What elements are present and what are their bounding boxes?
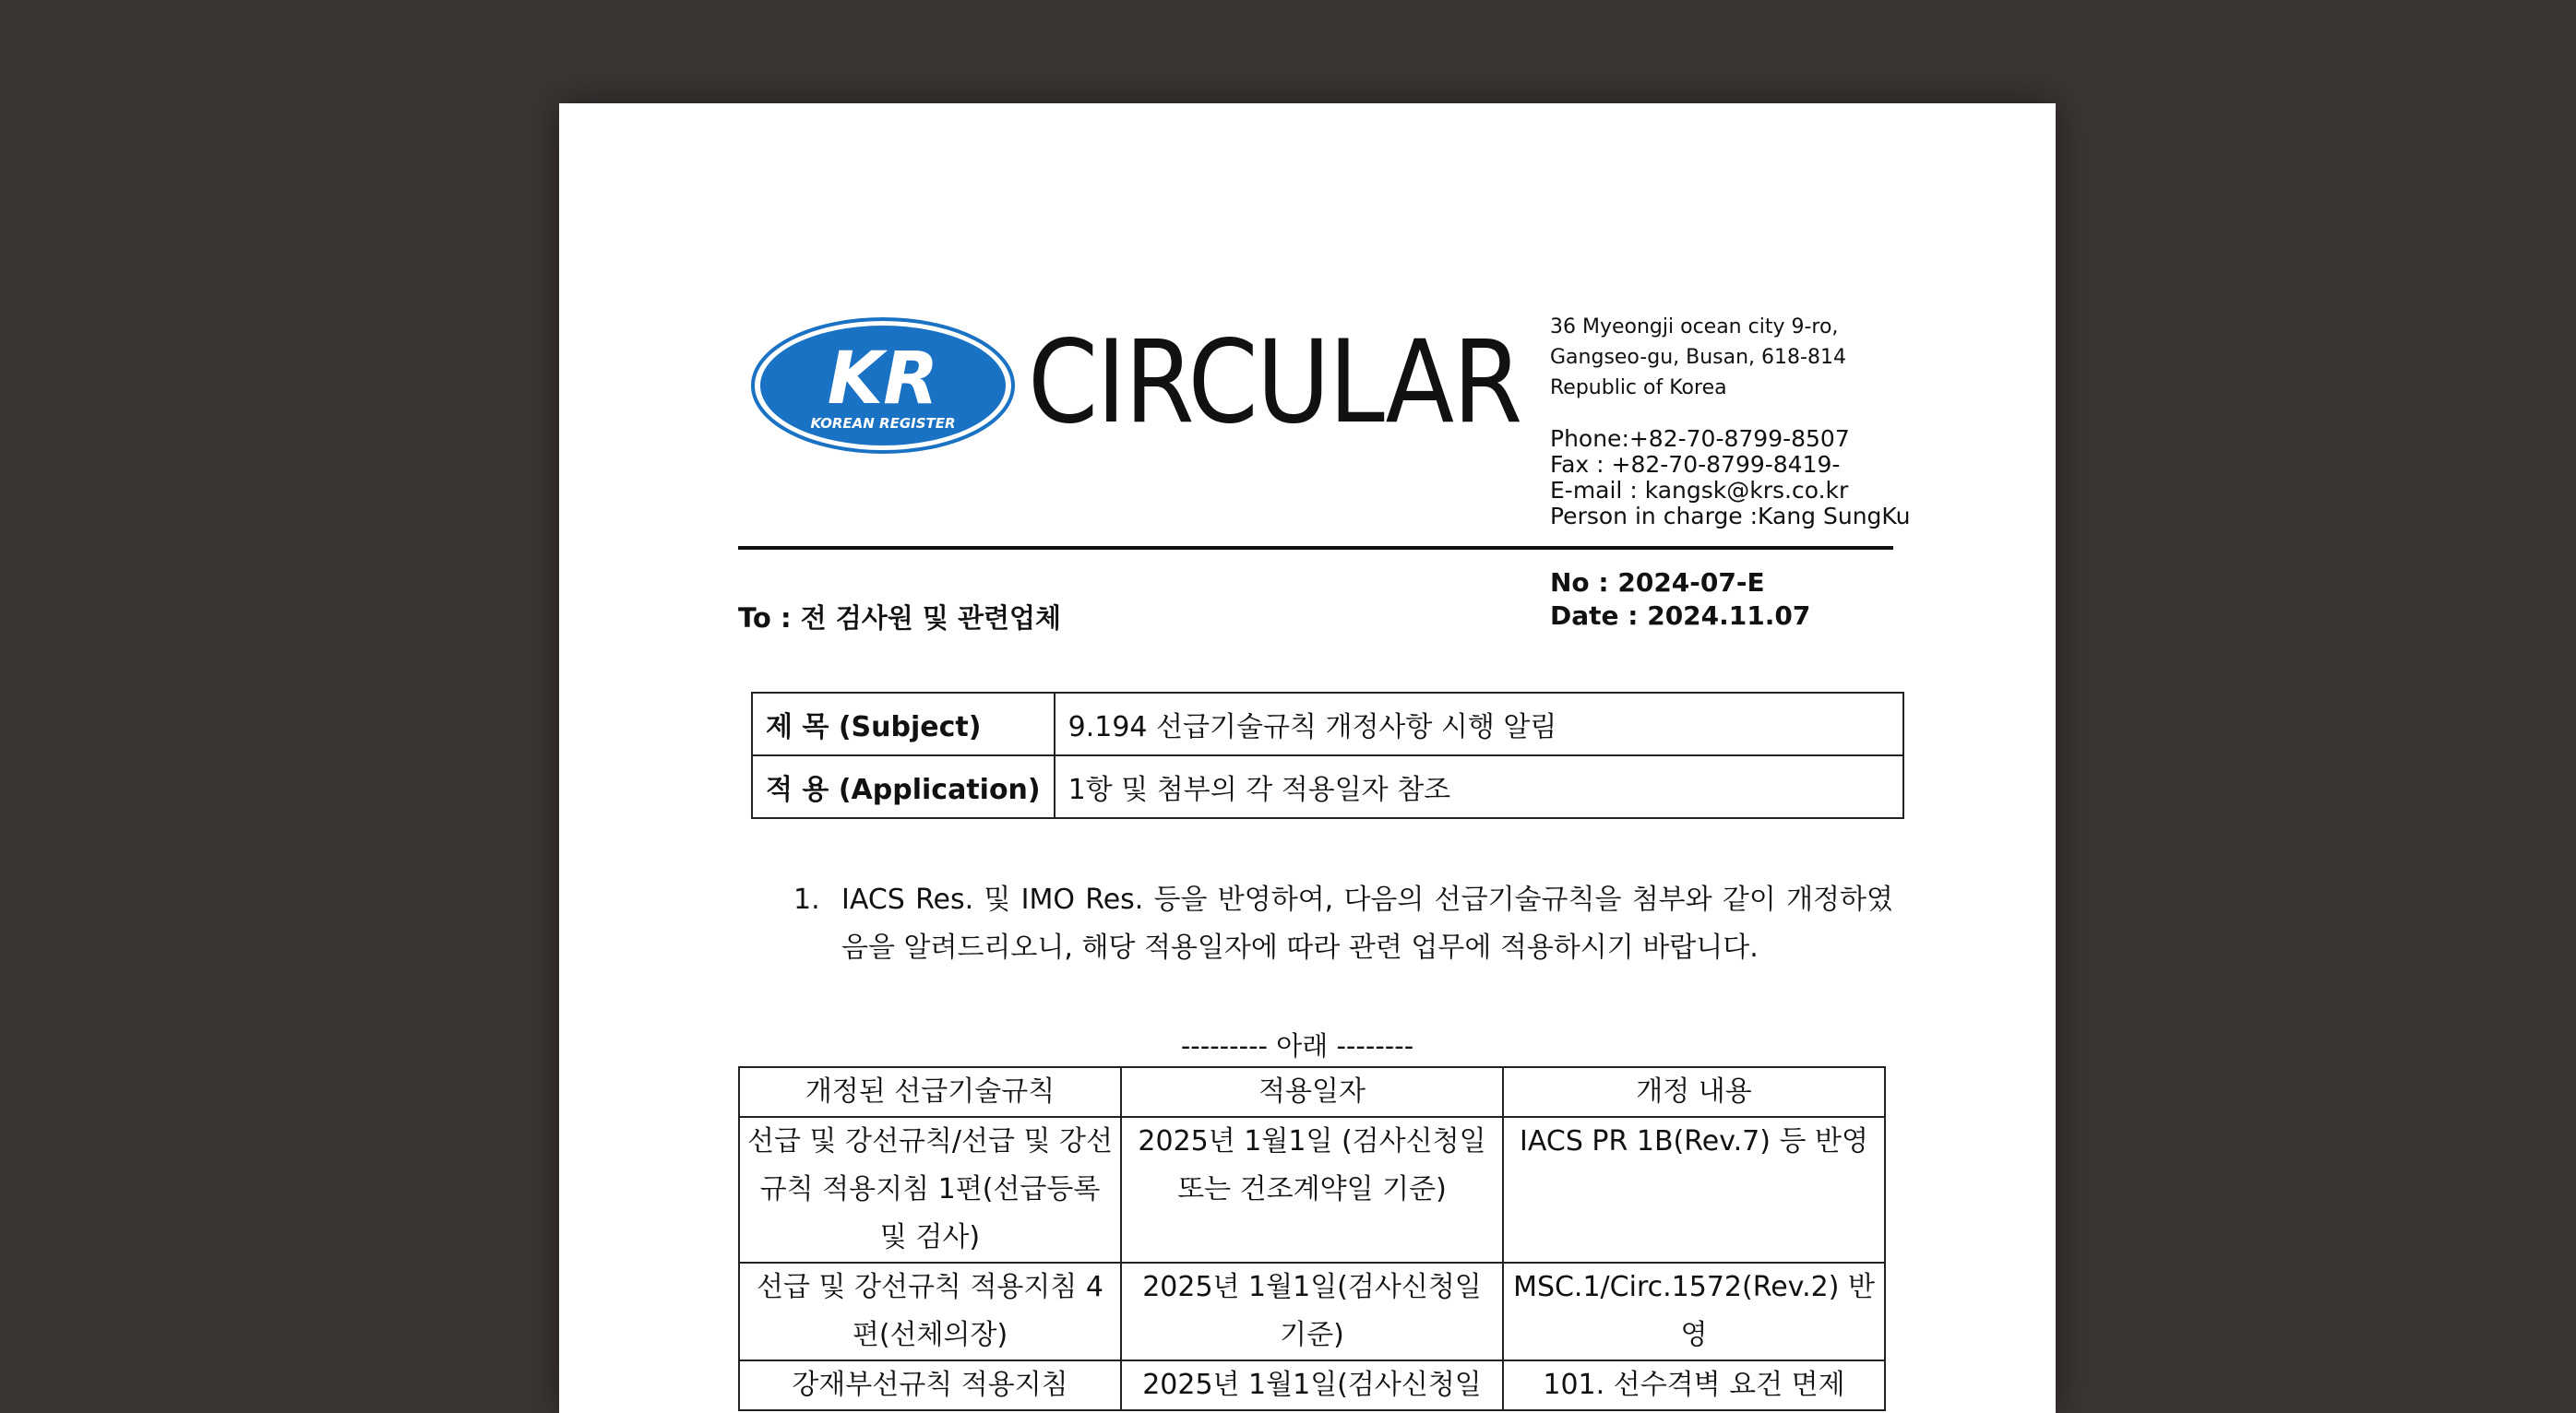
kr-logo-letters: KR [827, 338, 939, 421]
contact-block [1550, 426, 1910, 529]
below-heading: --------- 아래 -------- [1180, 1030, 1414, 1062]
address-block [1550, 312, 1846, 403]
circular-title: CIRCULAR [1028, 316, 1521, 449]
paragraph-text: IACS Res. 및 IMO Res. 등을 반영하여, 다음의 선급기술규칙을 첨부와 같이 개정하였음을 알려드리오니, 해당 적용일자에 따라 관련 업무에 적용하시기 바랍니다. [841, 884, 1893, 964]
subject-table [751, 692, 1904, 819]
effective-date-cell: 2025년 1월1일(검사신청일 기준) [1121, 1263, 1503, 1360]
header-revision-content: 개정 내용 [1503, 1067, 1885, 1117]
revised-rule-cell: 선급 및 강선규칙/선급 및 강선규칙 적용지침 1편(선급등록 및 검사) [739, 1117, 1121, 1263]
subject-row [752, 693, 1903, 755]
address-line-1: 36 Myeongji ocean city 9-ro, [1550, 315, 1839, 338]
subject-label: 제 목 (Subject) [752, 693, 1055, 755]
contact-person: Person in charge :Kang SungKu [1550, 503, 1911, 529]
table-row [739, 1117, 1885, 1263]
circular-date: Date : 2024.11.07 [1550, 600, 1811, 631]
application-row [752, 755, 1903, 818]
revision-content-cell: IACS PR 1B(Rev.7) 등 반영 [1503, 1117, 1885, 1263]
revised-rule-cell: 강재부선규칙 적용지침 [739, 1360, 1121, 1410]
table-row [739, 1360, 1885, 1410]
circular-number-date [1550, 566, 1810, 633]
contact-phone: Phone:+82-70-8799-8507 [1550, 425, 1850, 452]
application-value: 1항 및 첨부의 각 적용일자 참조 [1055, 755, 1903, 818]
effective-date-cell: 2025년 1월1일(검사신청일 [1121, 1360, 1503, 1410]
kr-logo [749, 315, 1017, 456]
revised-rule-cell: 선급 및 강선규칙 적용지침 4편(선체의장) [739, 1263, 1121, 1360]
revision-table [738, 1066, 1886, 1411]
table-row [739, 1263, 1885, 1360]
revision-header-row [739, 1067, 1885, 1117]
kr-logo-subtitle: KOREAN REGISTER [810, 415, 956, 432]
circular-document [559, 103, 2056, 1413]
application-label: 적 용 (Application) [752, 755, 1055, 818]
circular-number: No : 2024-07-E [1550, 567, 1765, 598]
address-line-3: Republic of Korea [1550, 376, 1727, 399]
header-divider [738, 546, 1893, 550]
recipient-line: To : 전 검사원 및 관련업체 [738, 602, 1062, 634]
contact-fax: Fax : +82-70-8799-8419- [1550, 451, 1841, 478]
revision-content-cell: 101. 선수격벽 요건 면제 [1503, 1360, 1885, 1410]
address-line-2: Gangseo-gu, Busan, 618-814 [1550, 346, 1846, 369]
subject-value: 9.194 선급기술규칙 개정사항 시행 알림 [1055, 693, 1903, 755]
revision-content-cell: MSC.1/Circ.1572(Rev.2) 반영 [1503, 1263, 1885, 1360]
header-effective-date: 적용일자 [1121, 1067, 1503, 1117]
contact-email: E-mail : kangsk@krs.co.kr [1550, 477, 1849, 504]
paragraph-number: 1. [793, 884, 820, 916]
header-revised-rules: 개정된 선급기술규칙 [739, 1067, 1121, 1117]
effective-date-cell: 2025년 1월1일 (검사신청일 또는 건조계약일 기준) [1121, 1117, 1503, 1263]
